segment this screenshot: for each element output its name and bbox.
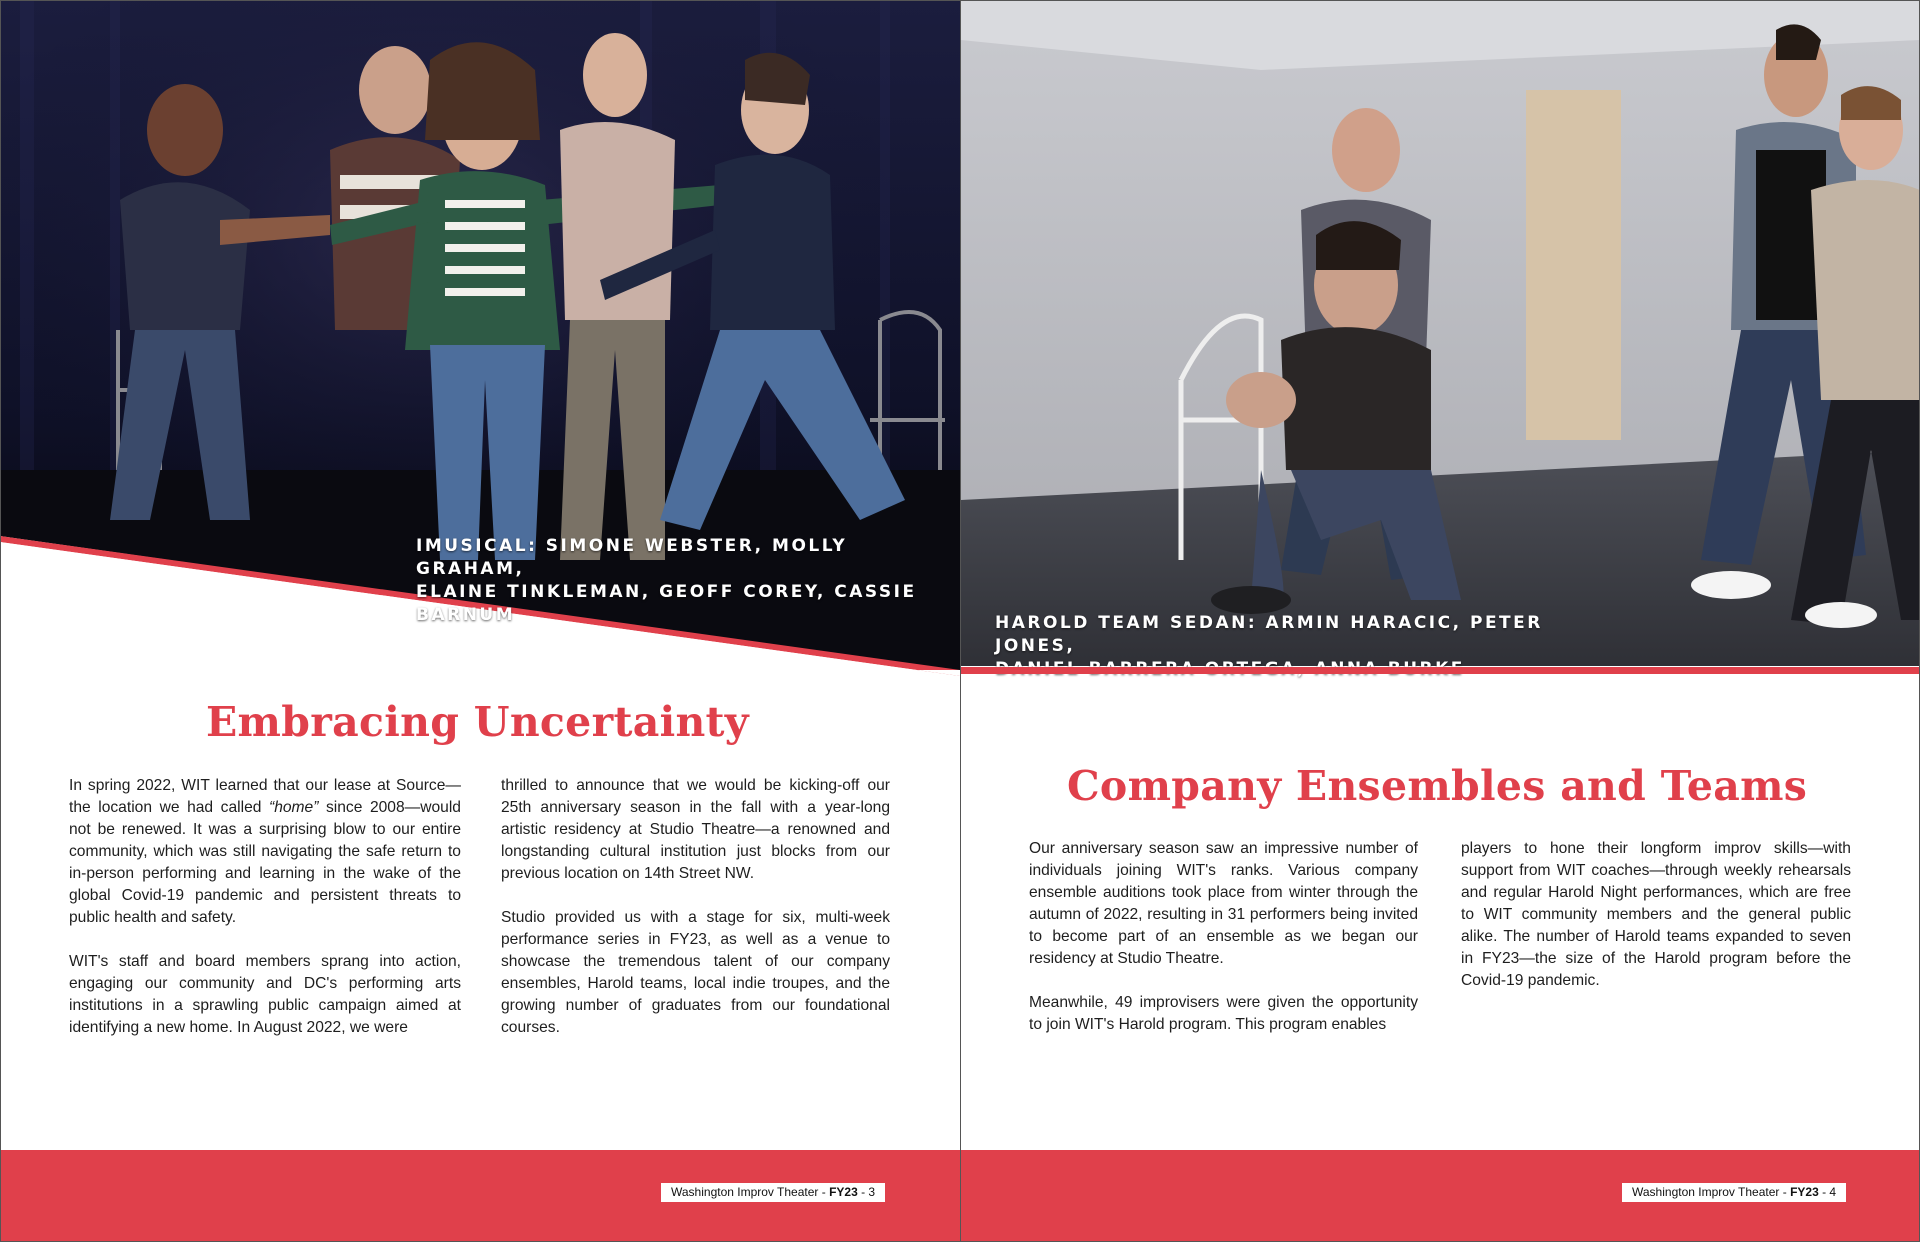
paragraph: In spring 2022, WIT learned that our lease at Source—the location we had called “home” since 2008—would not be renewed. It was a surprising blow to our entire community, which was still navigating the safe return to in-person performing and learning in the wake of the global Covid-19 pandemic and persistent threats to public health and safety. — [69, 777, 461, 926]
rehearsal-room-photo — [961, 0, 1920, 666]
footer-page-tag — [1622, 1183, 1846, 1202]
text-column — [1029, 838, 1418, 1058]
page-title: Embracing Uncertainty — [206, 698, 749, 746]
footer-fy: FY23 — [829, 1185, 858, 1199]
footer-page-tag — [661, 1183, 885, 1202]
footer-org: Washington Improv Theater - — [671, 1185, 830, 1199]
paragraph: Our anniversary season saw an impressive number of individuals joining WIT's ranks. Various company ensemble auditions took place from winter through the autumn of 2022, resulting in 31 performers being invited to become part of an ensemble as we began our residency at Studio Theatre. — [1029, 840, 1418, 967]
paragraph: Meanwhile, 49 improvisers were given the opportunity to join WIT's Harold program. This program enables — [1029, 994, 1418, 1033]
caption-line: ELAINE TINKLEMAN, GEOFF COREY, CASSIE BARNUM — [416, 582, 917, 625]
paragraph: players to hone their longform improv skills—with support from WIT coaches—through weekly rehearsals and regular Harold Night performances, which are free to WIT community members and the general public alike. The number of Harold teams expanded to seven in FY23—the size of the Harold program before the Covid-19 pandemic. — [1461, 840, 1851, 989]
red-divider — [961, 667, 1920, 674]
caption-line: HAROLD TEAM SEDAN: ARMIN HARACIC, PETER JONES, — [995, 613, 1543, 656]
right-page — [961, 0, 1920, 1242]
footer-org: Washington Improv Theater - — [1632, 1185, 1791, 1199]
paragraph: WIT's staff and board members sprang into action, engaging our community and DC's performing arts institutions in a sprawling public campaign aimed at identifying a new home. In August 2022, we were — [69, 953, 461, 1036]
text-column — [1461, 838, 1851, 1014]
text-column — [501, 775, 890, 1061]
caption-line: IMUSICAL: SIMONE WEBSTER, MOLLY GRAHAM, — [416, 536, 848, 579]
text-column — [69, 775, 461, 1061]
page-title: Company Ensembles and Teams — [1067, 762, 1808, 810]
paragraph: thrilled to announce that we would be kicking-off our 25th anniversary season in the fall with a year-long artistic residency at Studio Theatre—a renowned and longstanding cultural institution just blocks from our previous location on 14th Street NW. — [501, 777, 890, 882]
photo-caption-left — [416, 535, 936, 627]
paragraph: Studio provided us with a stage for six, multi-week performance series in FY23, as well as a venue to showcase the tremendous talent of our company ensembles, Harold teams, local indie troupes, and the growing number of graduates from our foundational courses. — [501, 909, 890, 1036]
stage-performance-photo — [0, 0, 960, 670]
footer-fy: FY23 — [1790, 1185, 1819, 1199]
footer-page-number: - 3 — [857, 1185, 876, 1199]
footer-page-number: - 4 — [1818, 1185, 1837, 1199]
